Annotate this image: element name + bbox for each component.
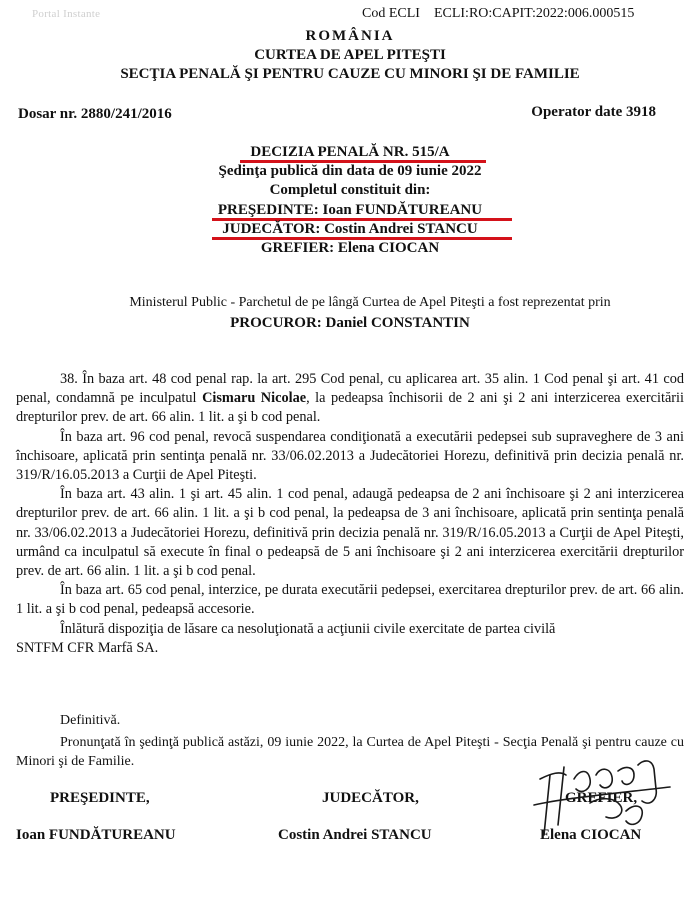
pronouncement: Pronunţată în şedinţă publică astăzi, 09 iunie 2022, la Curtea de Apel Piteşti - Secţia Penală şi pentru cauze cu Minori şi de Familie.: [16, 735, 684, 769]
data-operator: Operator date 3918: [531, 104, 656, 120]
ruling-paragraph-4: În baza art. 65 cod penal, interzice, pe durata executării pedepsei, exercitarea drepturilor prev. de art. 66 alin. 1 lit. a şi b cod penal, pedeapsă accesorie.: [16, 582, 684, 618]
signature-president-role: PREŞEDINTE,: [50, 790, 150, 806]
panel-clerk: GREFIER: Elena CIOCAN: [260, 240, 440, 256]
signature-clerk-name: Elena CIOCAN: [540, 827, 642, 843]
ruling-paragraph-1: [16, 370, 684, 428]
ruling-paragraph-5: [16, 620, 684, 639]
ministry-statement: Ministerul Public - Parchetul de pe lângă Curtea de Apel Piteşti a fost reprezentat prin: [129, 295, 611, 310]
prosecutor-name: PROCUROR: Daniel CONSTANTIN: [230, 315, 470, 331]
ruling-paragraph-3: În baza art. 43 alin. 1 şi art. 45 alin. 1 cod penal, adaugă pedeapsa de 2 ani închisoare şi 2 ani interzicerea drepturilor prev. de art. 66 alin. 1 lit. a şi b cod penal, la pedeapsa de 3 ani închisoare, aplicată prin sentinţa penală nr. 33/06.02.2013 a Judecătoriei Horezu, definitivă prin decizia penală nr. 319/R/16.05.2013 a Curţii de Apel Piteşti, urmând ca inculpatul să execute în final o pedeapsă de 5 ani închisoare şi 2 ani interzicerea exercitării drepturilor prev. de art. 66 alin. 1 lit. a şi b cod penal.: [16, 486, 684, 580]
signature-judge-role: JUDECĂTOR,: [322, 790, 419, 806]
ecli-line: [362, 6, 634, 22]
portal-watermark: Portal Instante: [32, 8, 101, 20]
case-number: Dosar nr. 2880/241/2016: [18, 106, 172, 122]
signature-judge-name: Costin Andrei STANCU: [278, 827, 432, 843]
signature-clerk-role: GREFIER,: [565, 790, 638, 806]
panel-intro: Completul constituit din:: [269, 182, 431, 198]
ruling-text: Înlătură dispoziţia de lăsare ca nesoluţionată a acţiunii civile exercitate de partea civilă: [60, 620, 556, 637]
session-date: Şedinţa publică din data de 09 iunie 2022: [218, 163, 482, 179]
ruling-paragraph-5-cont: SNTFM CFR Marfă SA.: [16, 639, 159, 656]
final-status: Definitivă.: [60, 713, 121, 728]
ruling-text: 38. În baza art. 48 cod penal rap. la art. 295 Cod penal, cu aplicarea art. 35 alin. 1 Cod penal şi art. 41 cod penal, condamnă pe inculpatul: [16, 371, 684, 407]
defendant-name: Cismaru Nicolae: [202, 390, 307, 407]
country-heading: ROMÂNIA: [305, 28, 395, 44]
court-heading: CURTEA DE APEL PITEŞTI: [254, 47, 446, 63]
ecli-label: Cod ECLI: [362, 6, 420, 21]
panel-judge: JUDECĂTOR: Costin Andrei STANCU: [222, 221, 478, 237]
panel-president: PREŞEDINTE: Ioan FUNDĂTUREANU: [217, 202, 483, 218]
decision-title: DECIZIA PENALĂ NR. 515/A: [250, 144, 450, 160]
section-heading: SECŢIA PENALĂ ŞI PENTRU CAUZE CU MINORI ŞI DE FAMILIE: [120, 66, 580, 82]
signature-president-name: Ioan FUNDĂTUREANU: [16, 827, 176, 843]
ecli-value: ECLI:RO:CAPIT:2022:006.000515: [433, 6, 635, 21]
ruling-body: [16, 370, 684, 658]
ruling-paragraph-2: În baza art. 96 cod penal, revocă suspendarea condiţionată a executării pedepsei sub supraveghere de 3 ani închisoare, aplicată prin sentinţa penală nr. 33/06.02.2013 a Judecătoriei Horezu, definitivă prin decizia penală nr. 319/R/16.05.2013 a Curţii de Apel Piteşti.: [16, 428, 684, 484]
handwritten-signature: [530, 745, 680, 850]
ruling-text: , la pedeapsa închisorii de 2 ani şi 2 ani interzicerea exercitării drepturilor prev. de art. 66 alin. 1 lit. a şi b cod penal.: [16, 390, 684, 426]
